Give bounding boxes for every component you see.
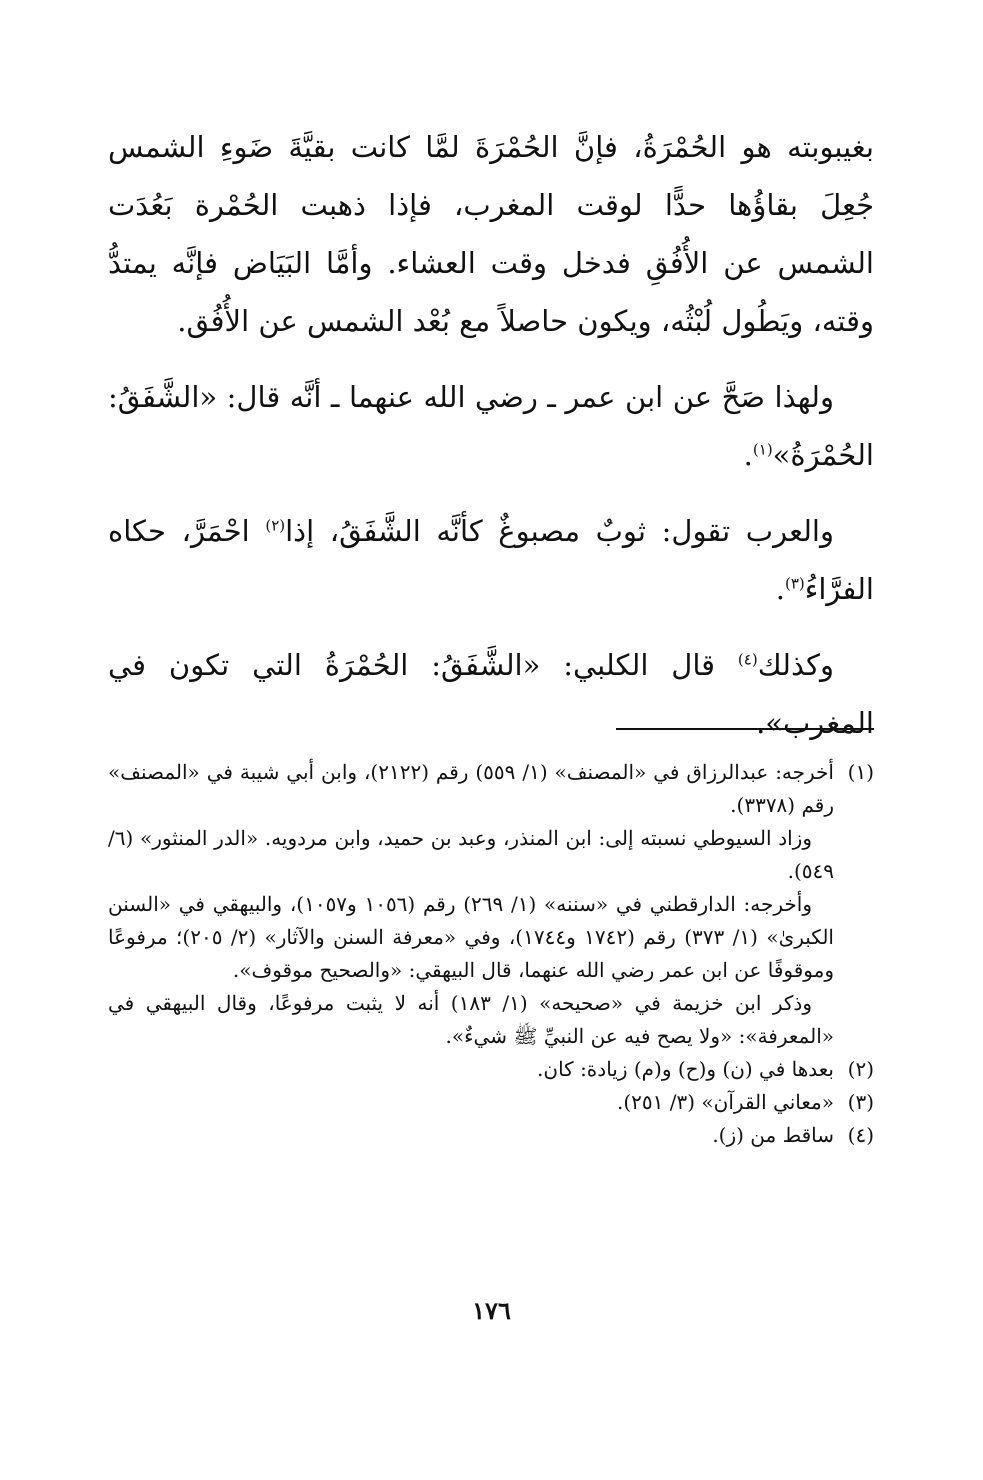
footnote-ref-4[interactable]: (٤) xyxy=(737,650,758,669)
paragraph-4 xyxy=(108,636,874,752)
paragraph-2-text: ولهذا صَحَّ عن ابن عمر ـ رضي الله عنهما ـ أنَّه قال: «الشَّفَقُ: الحُمْرَةُ» xyxy=(108,380,874,472)
footnote-1-cont-3: وذكر ابن خزيمة في «صحيحه» (١/ ١٨٣) أنه لا يثبت مرفوعًا، وقال البيهقي في «المعرفة»: «ولا يصح فيه عن النبيِّ ﷺ شيءٌ». xyxy=(108,991,834,1048)
footnote-number: (٢) xyxy=(847,1057,874,1081)
footnote-text: ساقط من (ز). xyxy=(712,1123,834,1147)
paragraph-3-mid: احْمَرَّ، حكاه الفرَّاءُ xyxy=(108,514,874,606)
footnote-1-continuation xyxy=(108,822,874,888)
footnote-text: «معاني القرآن» (٣/ ٢٥١). xyxy=(617,1090,834,1114)
footnote-1-cont-2: وأخرجه: الدارقطني في «سننه» (١/ ٢٦٩) رقم (١٠٥٦ و١٠٥٧)، والبيهقي في «السنن الكبرىٰ» (١/ ٣٧٣) رقم (١٧٤٢ و١٧٤٤)، وفي «معرفة السنن والآثار» (٢/ ٢٠٥)؛ مرفوعًا وموقوفًا عن ابن عمر رضي الله عنهما، قال البيهقي: «والصحيح موقوف». xyxy=(108,892,834,982)
paragraph-3-end: . xyxy=(775,572,785,606)
paragraph-4-text: وكذلك xyxy=(757,648,834,682)
paragraph-1-text: بغيبوبته هو الحُمْرَةُ، فإنَّ الحُمْرَةَ لمَّا كانت بقيَّةَ ضَوءِ الشمس جُعِلَ بقاؤُها حدًّا لوقت المغرب، فإذا ذهبت الحُمْرة بَعُدَت الشمس عن الأُفُقِ فدخل وقت العشاء. وأمَّا البَيَاض فإنَّه يمتدُّ وقته، ويَطُول لُبْثُه، ويكون حاصلاً مع بُعْد الشمس عن الأُفُق. xyxy=(108,130,874,338)
footnotes xyxy=(108,756,874,1152)
paragraph-2 xyxy=(108,368,874,484)
paragraph-3 xyxy=(108,502,874,618)
paragraph-2-end: . xyxy=(743,438,753,472)
footnote-1-continuation xyxy=(108,888,874,987)
footnote-2 xyxy=(108,1053,874,1086)
footnote-ref-2[interactable]: (٢) xyxy=(265,516,286,535)
footnote-ref-1[interactable]: (١) xyxy=(752,440,773,459)
footnote-number: (٣) xyxy=(847,1090,874,1114)
footnote-number: (١) xyxy=(847,760,874,784)
footnote-1 xyxy=(108,756,874,822)
page-number: ١٧٦ xyxy=(472,1296,511,1325)
paragraph-3-text: والعرب تقول: ثوبٌ مصبوغٌ كأنَّه الشَّفَقُ، إذا xyxy=(285,514,834,548)
footnote-3 xyxy=(108,1086,874,1119)
main-text xyxy=(108,118,874,752)
footnote-text: أخرجه: عبدالرزاق في «المصنف» (١/ ٥٥٩) رقم (٢١٢٢)، وابن أبي شيبة في «المصنف» رقم (٣٣٧٨). xyxy=(108,760,834,817)
paragraph-4-rest: قال الكلبي: «الشَّفَقُ: الحُمْرَةُ التي تكون في المغرب». xyxy=(108,648,874,740)
footnote-text: بعدها في (ن) و(ح) و(م) زيادة: كان. xyxy=(537,1057,834,1081)
footnote-1-cont-1: وزاد السيوطي نسبته إلى: ابن المنذر، وعبد بن حميد، وابن مردويه. «الدر المنثور» (٦/ ٥٤٩). xyxy=(108,826,834,883)
footnote-number: (٤) xyxy=(847,1123,874,1147)
footnote-divider xyxy=(616,728,874,730)
footnote-ref-3[interactable]: (٣) xyxy=(784,574,805,593)
footnote-1-continuation xyxy=(108,987,874,1053)
paragraph-1 xyxy=(108,118,874,350)
footnote-4 xyxy=(108,1119,874,1152)
